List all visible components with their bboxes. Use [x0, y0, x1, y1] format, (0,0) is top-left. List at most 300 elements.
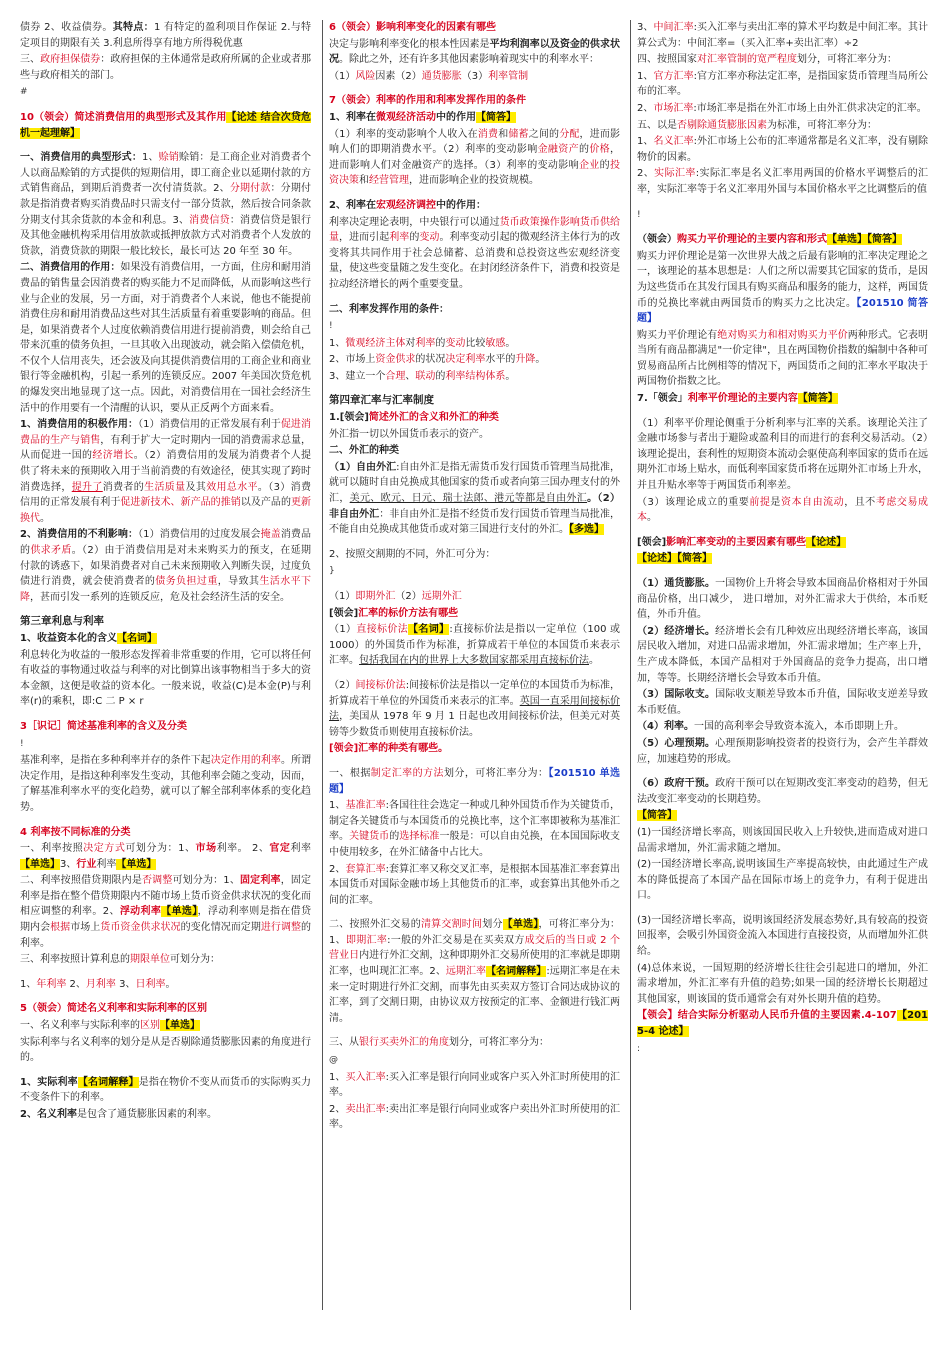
text-run: 利率结构体系 — [445, 370, 506, 382]
spacer — [20, 102, 311, 110]
text-run: 消费信贷 — [189, 214, 230, 226]
text-run: 区别 — [140, 1020, 160, 1032]
paragraph — [20, 841, 311, 872]
text-run: 官方汇率 — [653, 70, 694, 82]
text-run: 可划分为： — [170, 954, 220, 966]
text-run: 的 — [409, 232, 420, 244]
text-run: 购买力评价理论是第一次世界大战之后最有影响的汇率决定理论之一，该理论的基本思想是：人们之所以需要其它国家的货币，是因为这些货币在其发行国具有购买商品和服务的能力，这样，两国货币的兑换比率就由两国货币的购买力之比决定。 — [637, 250, 928, 309]
paragraph — [329, 1052, 620, 1069]
paragraph — [329, 443, 620, 459]
text-run: 。利率变动引起的微观经济主体行为的改变将其共同作用于社会总储蓄、总消费和总投资这些宏观经济变量，使这些变量随之发生变化。在封闭经济条件下，消费和投资是拉动经济增长的两个重要变量。 — [329, 232, 621, 290]
highlight-tag: 【单选】 — [160, 1020, 200, 1032]
paragraph — [20, 84, 311, 101]
text-run: # — [20, 87, 28, 98]
text-run: 3、 — [637, 22, 654, 33]
text-run: :各国往往会选定一种或几种外国货币作为关键货币，制定各关键货币与本国货币的兑换比率，这个汇率即被称为基准汇率。 — [329, 800, 621, 843]
text-run: ，固定利率是指在整个借贷期限内不随市场上货币资金供求状况的变化而相应调整的利率。2、 — [20, 875, 312, 918]
highlight-tag: 【名词解释】 — [77, 1076, 139, 1088]
text-run: 1、利率在 — [329, 111, 376, 123]
text-run: 变动 — [445, 337, 466, 349]
text-run: （3） — [461, 70, 489, 82]
text-run: 中间汇率 — [653, 22, 694, 33]
text-run: 1、 — [637, 136, 654, 148]
text-run: 的 — [435, 370, 446, 382]
paragraph — [637, 687, 928, 718]
paragraph — [329, 393, 620, 409]
text-column-middle — [329, 20, 620, 1134]
spacer — [329, 670, 620, 678]
text-run: 划分 — [482, 919, 503, 931]
paragraph — [329, 1102, 620, 1133]
text-run: 。（3）消费信用的正常发展有利于 — [20, 481, 311, 509]
paragraph — [20, 1001, 311, 1017]
text-run: 是 — [770, 496, 781, 508]
paragraph — [329, 622, 620, 669]
text-run: 3［识记］简述基准利率的含义及分类 — [20, 720, 187, 732]
text-run: 五、以是 — [637, 119, 677, 131]
text-run: 远期汇率 — [445, 966, 487, 978]
text-run: 是指在物价不变从而货币的实际购买力不变条件下的利率。 — [20, 1076, 312, 1104]
text-run: 2、 — [637, 102, 654, 114]
paragraph — [637, 69, 928, 100]
spacer — [20, 142, 311, 150]
text-run: 2、 — [329, 863, 346, 875]
text-run: 的状况 — [415, 354, 446, 366]
text-run: :官方汇率亦称法定汇率，是指国家货币管理当局所公布的汇率。 — [637, 70, 929, 98]
paragraph — [329, 917, 620, 1026]
text-run: 风险 — [355, 70, 376, 82]
text-run: （1）利率平价理论侧重于分析利率与汇率的关系。该理论关注了金融市场参与者出于避险或盈利目的而进行的套利交易活动。（2）该理论提出，套利性的短期资本流动会驱使高利率国家的货币在远期外汇市场上贴水，而低利率国家货币将在远期外汇市场上升水，并且升贴水率等于两国货币利率差。 — [637, 417, 928, 492]
text-run: ，浮动利率则是指在借贷期内会 — [20, 906, 311, 934]
paragraph — [20, 1035, 311, 1066]
text-run: 月利率 — [85, 978, 116, 990]
text-run: 市场上 — [70, 922, 101, 934]
text-run: 卖出汇率 — [345, 1103, 386, 1115]
text-run: [领会] — [637, 536, 667, 548]
text-run: 。除此之外，还有许多其他因素影响着现实中的利率水平： — [339, 54, 599, 66]
text-run: 划分，可将汇率分为： — [443, 767, 549, 779]
text-run: 利率 — [389, 232, 410, 244]
text-run: 消费者的 — [102, 481, 145, 493]
text-run: 。 — [505, 370, 516, 382]
text-run: 促进新技术、新产品的推销 — [120, 497, 241, 509]
text-run: 平均利润率以及资金的供求状况 — [329, 38, 621, 66]
text-run: 【领会】结合实际分析驱动人民币升值的主要因素.4-107 — [637, 1010, 897, 1022]
text-run: 选择标准 — [399, 831, 440, 843]
spacer — [20, 711, 311, 719]
text-run: （1）自由外汇 — [329, 461, 397, 473]
spacer — [329, 758, 620, 766]
text-run: 基准利率，是指在多种利率并存的条件下起 — [20, 755, 211, 767]
text-run: 实际汇率 — [654, 168, 696, 180]
text-run: 2、 — [66, 978, 86, 990]
text-run: 简述外汇的含义和外汇的种类 — [368, 412, 499, 424]
text-run: 1、 — [141, 152, 159, 164]
paragraph — [637, 416, 928, 494]
text-run: (3)一国经济增长率高，说明该国经济发展态势好,具有较高的投资回报率，会吸引外国资金流入本国进行直接投资，从而增加外汇供给。 — [637, 914, 928, 958]
paragraph — [20, 648, 311, 710]
text-run: 储蓄 — [508, 128, 529, 140]
highlight-tag: 【论述 结合次贷危机一起理解】 — [20, 111, 311, 139]
text-run: 宏观经济调控 — [375, 199, 436, 211]
text-run: 利率 — [415, 337, 436, 349]
text-run: 以及产品的 — [240, 497, 291, 509]
text-run: ! — [637, 209, 641, 220]
highlight-tag: 【简答】 — [475, 111, 516, 123]
text-run: （2） — [395, 591, 422, 602]
text-run: 二、消费信用的作用： — [20, 262, 121, 274]
text-run: 考虑交易成本 — [637, 496, 929, 524]
paragraph — [637, 576, 928, 623]
text-run: 的 — [599, 159, 610, 171]
text-run: 套算汇率 — [345, 863, 386, 875]
text-run: 两种形式。它表明当所有商品都满足"一价定律"，且在两国物价指数的编制中各种可贸易商品所占比例相等的情况下，两国货币之间的汇率水平取决于两国物价指数之比。 — [637, 329, 929, 388]
paragraph — [20, 753, 311, 815]
text-run: 。 — [589, 655, 599, 667]
text-run: 是包含了通货膨胀因素的利率。 — [76, 1109, 217, 1120]
text-run: (2)一国经济增长率高,说明该国生产率提高较快，由此通过生产成本的降低提高了本国产品在国际市场上的竞争力，有利于促进出口。 — [637, 859, 928, 902]
text-run: 清算交割时间 — [420, 919, 483, 931]
paragraph — [20, 20, 311, 51]
text-run: ，导致其 — [217, 576, 260, 588]
paragraph — [20, 527, 311, 605]
text-run: （5）心理预期。 — [637, 737, 716, 749]
text-run: 的 — [578, 144, 590, 156]
text-run: 通货膨胀 — [421, 70, 462, 82]
text-run: 价格 — [589, 144, 610, 156]
text-run: 成交后的当日或 2 个营业日 — [329, 934, 620, 962]
paragraph — [20, 260, 311, 416]
text-run: 英国一直采用间接标价法 — [329, 695, 621, 723]
paragraph — [637, 961, 928, 1008]
paragraph — [329, 862, 620, 909]
text-run: ：分期付款是指消费者购买消费品时只需支付一部分货款，然后按合同条款分期支付其余货款的本金和利息。3、 — [20, 183, 312, 226]
text-run: 生活水平下降 — [20, 576, 312, 603]
text-run: 划分，可将汇率分为： — [797, 54, 897, 66]
text-run: 1、消费信用的积极作用： — [20, 419, 139, 431]
text-run: 二、按照外汇交易的 — [329, 919, 421, 931]
text-run: 一般是：可以自由兑换，在本国国际收支中使用较多，在外汇储备中占比大。 — [329, 831, 621, 858]
spacer — [637, 224, 928, 232]
text-run: 效用总水平 — [206, 481, 258, 493]
paragraph — [637, 249, 928, 327]
text-run: 决定与影响利率变化的根本性因素是 — [329, 38, 490, 50]
text-run: 和 — [359, 175, 369, 187]
text-run: 1、实际利率 — [20, 1076, 78, 1088]
text-run: :实际汇率是名义汇率用两国的价格水平调整后的汇率，实际汇率等于名义汇率用外国与本国价格水平之比调整后的值 — [637, 168, 928, 195]
text-run: 浮动利率 — [119, 906, 162, 918]
paragraph — [329, 1070, 620, 1101]
text-run: 掩盖 — [260, 529, 281, 541]
paragraph — [20, 52, 311, 83]
paragraph — [637, 719, 928, 735]
paragraph — [20, 1107, 311, 1123]
paragraph — [329, 110, 620, 126]
text-run: 决定方式 — [83, 843, 126, 855]
text-run: 二、利率发挥作用的条件： — [329, 303, 449, 315]
spacer — [20, 606, 311, 614]
text-run: 。所谓决定作用，是指这种利率发生变动，其他利率会随之变动，因而，了解基准利率水平的变化趋势，就可以了解全部利率体系的变化趋势。 — [20, 755, 312, 813]
text-run: 利率平价理论的主要内容 — [687, 393, 798, 405]
text-run: 二、利率按照借贷期限内是 — [20, 875, 142, 887]
text-run: 利率。 2、 — [216, 843, 270, 855]
text-run: 三、 — [20, 54, 41, 66]
paragraph — [329, 37, 620, 68]
text-run: :套算汇率又称交叉汇率，是根据本国基准汇率套算出本国货币对国际金融市场上其他货币的汇率，或套算出其他外币之间的汇率。 — [329, 863, 621, 906]
spacer — [637, 408, 928, 416]
text-run: 经济增长会有几种效应出现经济增长率高，该国居民收入增加，对进口品需求增加，外汇需求增加；生产率上升，生产成本降低，本国产品相对于外国商品的竞争力提高，出口增加，等等。长期经济增长会导致本币升值。 — [637, 625, 929, 684]
paragraph — [20, 977, 311, 993]
text-run: ：非自由外汇是指不经货币发行国货币管理当局批准，不能自由兑换成其他货币或对第三国进行支付的外汇。 — [329, 508, 621, 536]
text-run: :一般的外汇交易是在买卖双方 — [387, 934, 525, 946]
text-run: 。 — [505, 337, 516, 349]
paragraph — [20, 614, 311, 630]
paragraph — [20, 719, 311, 735]
text-run: ，进而影响企业的投资规模。 — [409, 175, 539, 187]
text-run: 2、 — [637, 168, 655, 180]
text-run: 联动 — [415, 370, 436, 382]
text-run: 10（领会）简述消费信用的典型形式及其作用 — [20, 111, 227, 123]
text-run: 的 — [389, 831, 400, 843]
text-run: 即期汇率 — [345, 934, 388, 946]
paragraph — [20, 417, 311, 526]
text-run: （6）政府干预。 — [637, 778, 716, 790]
text-run: 购买力平价理论的主要内容和形式 — [677, 234, 827, 246]
text-run: 基准汇率 — [345, 800, 386, 812]
text-run: 一国物价上升将会导致本国商品价格相对于外国商品价格，出口减少， 进口增加，对外汇需求大于供给，本币贬值，外币升值。 — [637, 578, 929, 621]
text-run: 决定利率 — [445, 354, 486, 366]
text-run: 进行调整 — [260, 922, 302, 934]
text-run: ，进而影响人们对金融资产的选择。（3）利率的变动影响 — [329, 144, 620, 171]
paragraph — [637, 101, 928, 117]
text-run: 直接标价法 — [356, 624, 409, 636]
highlight-tag: 【单选】 — [20, 858, 60, 870]
text-run: 绝对购买力和相对购买力平价 — [717, 329, 848, 341]
text-run: 对 — [405, 337, 416, 349]
text-run: 因素（2） — [375, 70, 422, 82]
spacer — [329, 1027, 620, 1035]
paragraph — [329, 127, 620, 189]
paragraph — [329, 69, 620, 85]
text-run: 日利率 — [135, 978, 166, 990]
text-run: 一国的高利率会导致资本流入，本币即期上升。 — [693, 721, 904, 733]
spacer — [329, 190, 620, 198]
text-run: 经济增长 — [92, 450, 134, 462]
spacer — [637, 905, 928, 913]
text-run: 消费品的 — [20, 529, 311, 556]
text-run: 供求矛盾 — [30, 545, 72, 556]
text-run: 1、收益资本化的含义 — [20, 632, 117, 644]
text-run: : — [637, 1043, 641, 1054]
text-run: 赊销 — [158, 152, 180, 164]
text-run: 三、利率按照计算利息的 — [20, 954, 130, 966]
text-run: ，有利于扩大一定时期内一国的消费需求总量，从而促进一国的 — [20, 434, 312, 462]
text-run: （领会） — [637, 234, 677, 246]
highlight-tag: 【单选】 — [161, 906, 198, 918]
text-run: 1.[领会] — [329, 412, 369, 424]
text-run: 利率管制 — [488, 70, 529, 82]
spacer — [20, 817, 311, 825]
text-run: 分期付款 — [229, 183, 271, 195]
text-run: 水平的 — [485, 354, 516, 366]
paragraph — [637, 857, 928, 904]
text-run: 行业 — [76, 858, 97, 870]
text-run: 外汇指一切以外国货币表示的资产。 — [329, 428, 489, 440]
paragraph — [637, 551, 928, 567]
text-run: （1） — [329, 591, 356, 602]
text-run: 第三章利息与利率 — [20, 615, 104, 628]
paragraph — [329, 547, 620, 563]
paragraph — [637, 166, 928, 197]
text-run: :外汇市场上公布的汇率通常都是名义汇率，没有剔除物价的因素。 — [637, 136, 929, 163]
text-run: 比较 — [465, 337, 486, 349]
text-run: 的利率。 — [20, 922, 312, 949]
text-run: 市场汇率 — [653, 102, 694, 114]
spacer — [329, 581, 620, 589]
paragraph — [637, 207, 928, 224]
text-run: （1）利率的变动影响个人收入在 — [329, 128, 478, 140]
text-run: 货币资金供求状况 — [100, 922, 181, 934]
text-run: 6（领会）影响利率变化的因素有哪些 — [329, 22, 496, 33]
spacer — [637, 568, 928, 576]
text-run: （2）经济增长。 — [637, 625, 716, 637]
text-run: 【201510 简答题】 — [637, 297, 928, 325]
text-run: @ — [329, 1055, 338, 1066]
text-run: 1、 — [329, 1071, 346, 1083]
text-run: 敏感 — [485, 337, 506, 349]
text-run: 可划分为：1、 — [125, 843, 196, 855]
highlight-tag: 【简答】 — [797, 393, 838, 405]
text-run: 一、利率按照 — [20, 843, 84, 855]
text-run: 汇率的标价方法有哪些 — [358, 607, 459, 619]
text-run: 购买力平价理论有 — [637, 329, 718, 341]
highlight-tag: 【论述】 — [806, 536, 847, 548]
paragraph — [329, 563, 620, 580]
paragraph — [329, 336, 620, 352]
text-run: 促进消费品的生产与销售 — [20, 419, 311, 446]
paragraph — [637, 1041, 928, 1058]
text-run: （1） — [329, 624, 357, 636]
paragraph — [20, 1075, 311, 1106]
text-run: 划分，可将汇率分为： — [449, 1037, 549, 1049]
paragraph — [329, 410, 620, 426]
text-run: 。 — [40, 512, 50, 524]
paragraph — [637, 1008, 928, 1039]
spacer — [329, 539, 620, 547]
text-run: 否调整 — [141, 875, 173, 887]
text-run: 生活质量 — [144, 481, 186, 493]
paragraph — [329, 678, 620, 740]
text-run: 决定作用的利率 — [210, 755, 281, 767]
paragraph — [329, 198, 620, 214]
paragraph — [637, 535, 928, 551]
text-run: ，且不 — [844, 496, 876, 508]
text-run: 制定汇率的方法 — [370, 767, 444, 779]
text-run: ，美国从 1978 年 9 月 1 日起也改用间接标价法，但美元对英镑等少数货币则使用直接标价法。 — [329, 711, 621, 738]
text-run: 中的作用： — [435, 199, 486, 211]
text-run: :自由外汇是指无需货币发行国货币管理当局批准，就可以随时自由兑换成其他国家的货币或者向第三国办理支付的外汇， — [329, 461, 620, 505]
text-run: 资金供求 — [375, 354, 416, 366]
text-run: 一、根据 — [329, 767, 371, 779]
paragraph — [329, 589, 620, 605]
text-run: （4）利率。 — [637, 721, 694, 733]
text-run: 变动 — [419, 232, 440, 244]
highlight-tag: 【简答】 — [637, 810, 677, 822]
text-run: 一、名义利率与实际利率的 — [20, 1020, 140, 1032]
text-run: 、 — [405, 370, 416, 382]
text-run: 赊销：是工商企业对消费者个人以商品赊销的方式提供的短期信用，即工商企业以延期付款的方式销售商品，到期后消费者一次付清货款。2、 — [20, 152, 312, 195]
text-run: 企业 — [578, 159, 600, 171]
text-column-right — [637, 20, 928, 1058]
paragraph — [329, 215, 620, 293]
paragraph — [329, 427, 620, 443]
text-run: 1、 — [329, 337, 346, 349]
text-run: 间接标价法 — [355, 679, 406, 691]
text-run: 即期外汇 — [355, 591, 396, 602]
text-run: （1）消费信用的正常发展有利于 — [138, 419, 281, 431]
text-run: （2） — [329, 679, 356, 691]
text-run: 货币政策操作影响货币供给量 — [329, 216, 621, 244]
text-run: :卖出汇率是银行向同业或客户卖出外汇时所使用的汇率。 — [329, 1103, 621, 1131]
text-run: 金融资产 — [537, 144, 579, 156]
paragraph — [329, 606, 620, 622]
paragraph — [20, 873, 311, 951]
text-run: 3、 — [115, 978, 136, 990]
text-run: 2、利率在 — [329, 199, 376, 211]
spacer — [20, 1067, 311, 1075]
text-run: 7.「领会」 — [637, 393, 688, 405]
text-run: :买入汇率是银行向同业或客户买入外汇时所使用的汇率。 — [329, 1071, 621, 1099]
text-run: 利率决定理论表明，中央银行可以通过 — [329, 216, 500, 228]
spacer — [329, 909, 620, 917]
text-run: 的 — [435, 337, 446, 349]
text-run: ，进而影响人们的即期消费水平。（2）利率的变动影响 — [329, 128, 621, 156]
paragraph — [329, 460, 620, 538]
highlight-tag: 【名词】 — [408, 624, 450, 636]
paragraph — [637, 52, 928, 68]
text-run: :间接标价法是指以一定单位的本国货币为标准，折算成若干单位的外国货币来表示的汇率。 — [329, 679, 620, 707]
text-run: 为标准，可将汇率分为： — [767, 119, 877, 131]
spacer — [637, 199, 928, 207]
paragraph — [329, 20, 620, 36]
text-run: 利率 — [96, 858, 117, 870]
text-run: 政府干预可以在短期改变汇率变动的趋势，但无法改变汇率变动的长期趋势。 — [637, 778, 929, 805]
spacer — [329, 294, 620, 302]
highlight-tag: 【名词】 — [116, 632, 157, 644]
text-run: 关键货币 — [349, 831, 390, 843]
paragraph — [637, 134, 928, 165]
highlight-tag: 【2015-4 论述】 — [637, 1010, 929, 1038]
paragraph — [20, 825, 311, 841]
paragraph — [329, 93, 620, 109]
spacer — [637, 527, 928, 535]
text-run: 根据 — [50, 922, 71, 934]
text-run: 固定利率 — [240, 875, 281, 887]
text-run: :远期汇率是在未来一定时期进行外汇交割，而事先由买卖双方签订合同达成协议的汇率，到了交割日期，由协议双方按预定的汇率、金额进行钱汇两清。 — [329, 966, 621, 1024]
text-run: 美元、欧元、日元、瑞士法郎、港元等都是自由外汇 — [349, 493, 588, 505]
text-run: 如果没有消费信用，一方面，住房和耐用消费品的销售量会因消费者的购买能力不足而降低，从而影响这些行业与企业的发展，另一方面，对于消费者个人来说，他也不能提前消费住房和耐用消费品这些对其生活质量有着重要影响的商品。但是，如果消费者个人过度依赖消费信用进行提前消费，则会给自己带来沉重的债务负担，一旦其收入出现波动，就会陷入偿债危机，不仅个人信用丧失，还会波及向其提供消费信用的工商企业和商业银行等金融机构，引起一系列的连锁反应。2007 年美国次贷危机的爆发突出地显现了这一点。因此，对消费信用在一国社会经济生活中的作用要有一个清醒的认识，要从正反两个方面来看。 — [20, 262, 312, 414]
text-run: 可划分为：1、 — [172, 875, 241, 887]
paragraph — [637, 20, 928, 51]
text-run: 及其 — [185, 481, 207, 493]
text-run: ! — [20, 738, 24, 749]
text-run: 期限单位 — [130, 954, 170, 966]
text-run: 中的作用 — [435, 111, 476, 123]
text-run: 。 — [165, 978, 176, 990]
text-run: 心理预期影响投资者的投资行为，会产生羊群效应，加速趋势的形成。 — [637, 737, 929, 765]
spacer — [329, 385, 620, 393]
highlight-tag: 【单选】【简答】 — [827, 234, 902, 246]
